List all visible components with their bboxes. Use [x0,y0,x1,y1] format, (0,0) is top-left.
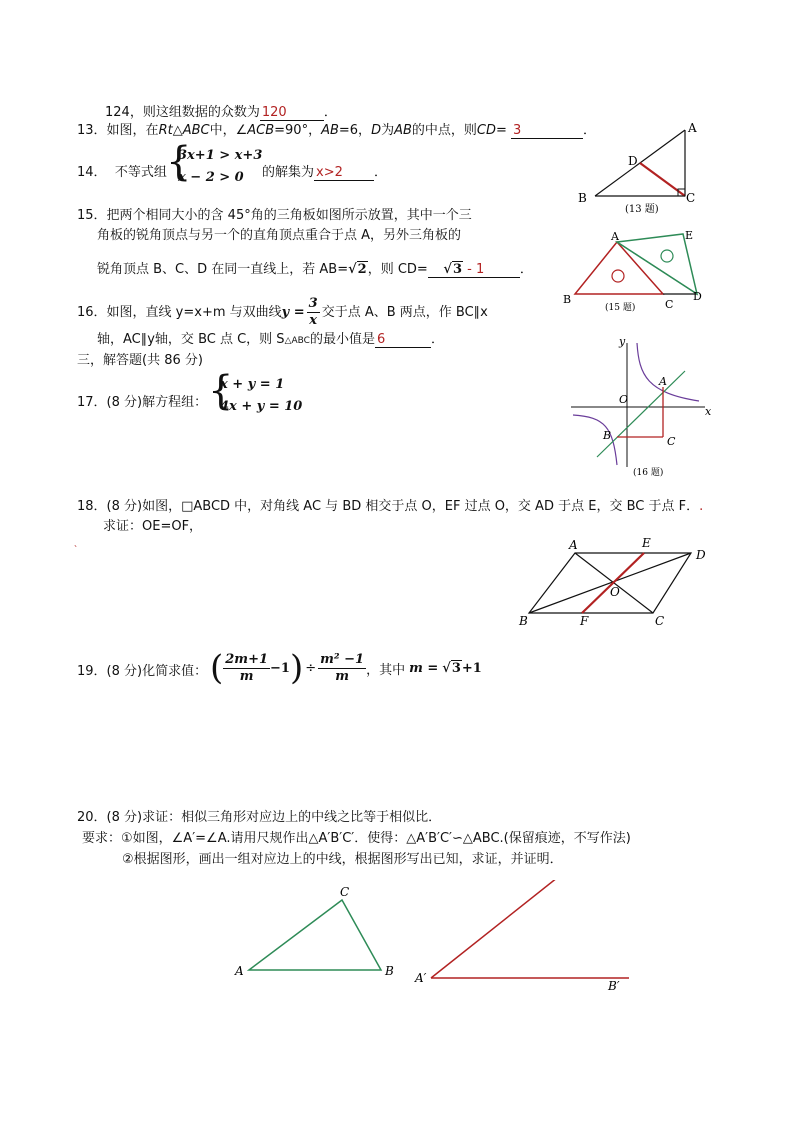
q13-caption: (13 题) [625,204,659,215]
q16-label-c: C [667,435,676,448]
q14-answer[interactable]: x>2 [314,165,374,181]
q18-figure [515,535,715,630]
q19-expression: ( $\frac{2m+1}{m}$ −1 ) ÷ $\frac{\text{m² −1}}{m}$ ，其中 m = √3 +1 [210,648,482,688]
q14-num-pre: 14． 不等式组 [77,165,167,180]
q13-label-c: C [686,191,696,205]
q20-line-1: 20．(8 分)求证：相似三角形对应边上的中线之比等于相似比． [77,810,442,825]
q16-answer[interactable]: 6 [375,332,431,348]
q15-answer[interactable]: √3 - 1 [428,262,520,278]
q15-label-b: B [563,293,572,306]
q20-ray-ac-prime [431,880,572,978]
q18-label-d: D [696,548,706,562]
q20-line-2: 要求：①如图，∠A′=∠A.请用尺规作出△A′B′C′．使得：△A′B′C′∽△ABC.(保留痕迹，不写作法) [82,831,631,846]
q14-post: 的解集为 x>2 ． [262,165,388,180]
q16-line-1: 16．如图，直线 y=x+m 与双曲线y = $\frac{3}{x}$ 交于点 A、B 两点，作 BC∥x [77,296,488,328]
q12-line: 124，则这组数据的众数为 120 ． [105,105,337,120]
q15-red-circle [612,270,624,282]
section-3-heading: 三，解答题(共 86 分) [77,353,203,368]
q15-caption: (15 题) [605,303,636,313]
q18-line-1: 18．(8 分)如图，□ABCD 中，对角线 AC 与 BD 相交于点 O，EF 过点 O，交 AD 于点 E，交 BC 于点 F．. [77,499,704,514]
q14-ineq-2: x − 2 > 0 [178,170,244,185]
q20-label-b: B [385,964,394,978]
q15-label-e: E [685,229,694,242]
q15-green-triangle [617,234,697,294]
q16-hyperbola-right [637,343,699,401]
q15-line-3: 锐角顶点 B、C、D 在同一直线上，若 AB=√2，则 CD= √3 - 1 ． [97,262,533,277]
q13-label-a: A [688,121,697,135]
q15-red-triangle [575,242,663,294]
q16-label-a: A [659,375,667,388]
q20-figure [225,880,645,992]
q18-label-a: A [569,538,578,552]
q18-label-e: E [642,536,651,550]
q16-label-y: y [619,335,626,348]
q12-answer[interactable]: 120 [260,105,324,121]
q18-label-o: O [610,585,620,599]
q17-text: 17．(8 分)解方程组： [77,395,208,410]
q16-label-x: x [705,405,712,418]
q16-label-o: O [619,393,629,406]
q18-label-c: C [655,614,665,628]
q15-figure [555,228,715,318]
q18-line-2: 求证：OE=OF， [103,519,203,534]
q14-system [166,139,266,188]
q19-paren-open: ( [210,648,224,688]
q20-label-c: C [340,885,350,899]
q13-figure [570,118,710,218]
q18-label-b: B [519,614,528,628]
q16-caption: (16 题) [633,468,664,478]
q15-line-2: 角板的锐角顶点与另一个的直角顶点重合于点 A，另外三角板的 [97,228,462,243]
q13-label-b: B [578,191,587,205]
q14-brace: { [166,139,192,185]
q15-label-c: C [665,298,674,311]
q15-line-1: 15．把两个相同大小的含 45°角的三角板如图所示放置，其中一个三 [77,208,472,223]
q17-system [208,368,318,417]
q20-label-a: A [235,964,244,978]
q15-green-circle [661,250,673,262]
q13-answer[interactable]: 3 [511,123,583,139]
q16-line-2: 轴，AC∥y轴，交 BC 点 C，则 S△ABC的最小值是 6 ． [97,332,444,347]
q20-label-a-prime: A′ [415,971,427,985]
q19-text: 19．(8 分)化简求值： [77,664,208,679]
q15-label-d: D [693,290,702,303]
q17-eq-2: 4x + y = 10 [220,399,303,414]
q19-paren-close: ) [289,648,304,688]
q20-label-b-prime: B′ [608,979,620,992]
q18-diagonal-bd [529,553,691,613]
q13-text: 13．如图，在Rt△ABC中，∠ACB=90°，AB=6，D为AB的中点，则CD= 3 ． [77,123,597,138]
q18-label-f: F [580,614,589,628]
q20-triangle-abc [249,900,381,970]
q17-eq-1: x + y = 1 [220,377,285,392]
q15-label-a: A [611,230,619,243]
q13-label-d: D [628,154,638,168]
q16-figure [565,335,715,480]
q14-ineq-1: 3x+1 > x+3 [178,148,263,163]
q18-segment-ef [582,553,644,613]
q17-brace: { [208,368,234,414]
q20-line-3: ②根据图形，画出一组对应边上的中线，根据图形写出已知，求证，并证明． [122,852,563,867]
q16-label-b: B [603,429,612,442]
q18-stray-mark: 、 [74,539,82,548]
